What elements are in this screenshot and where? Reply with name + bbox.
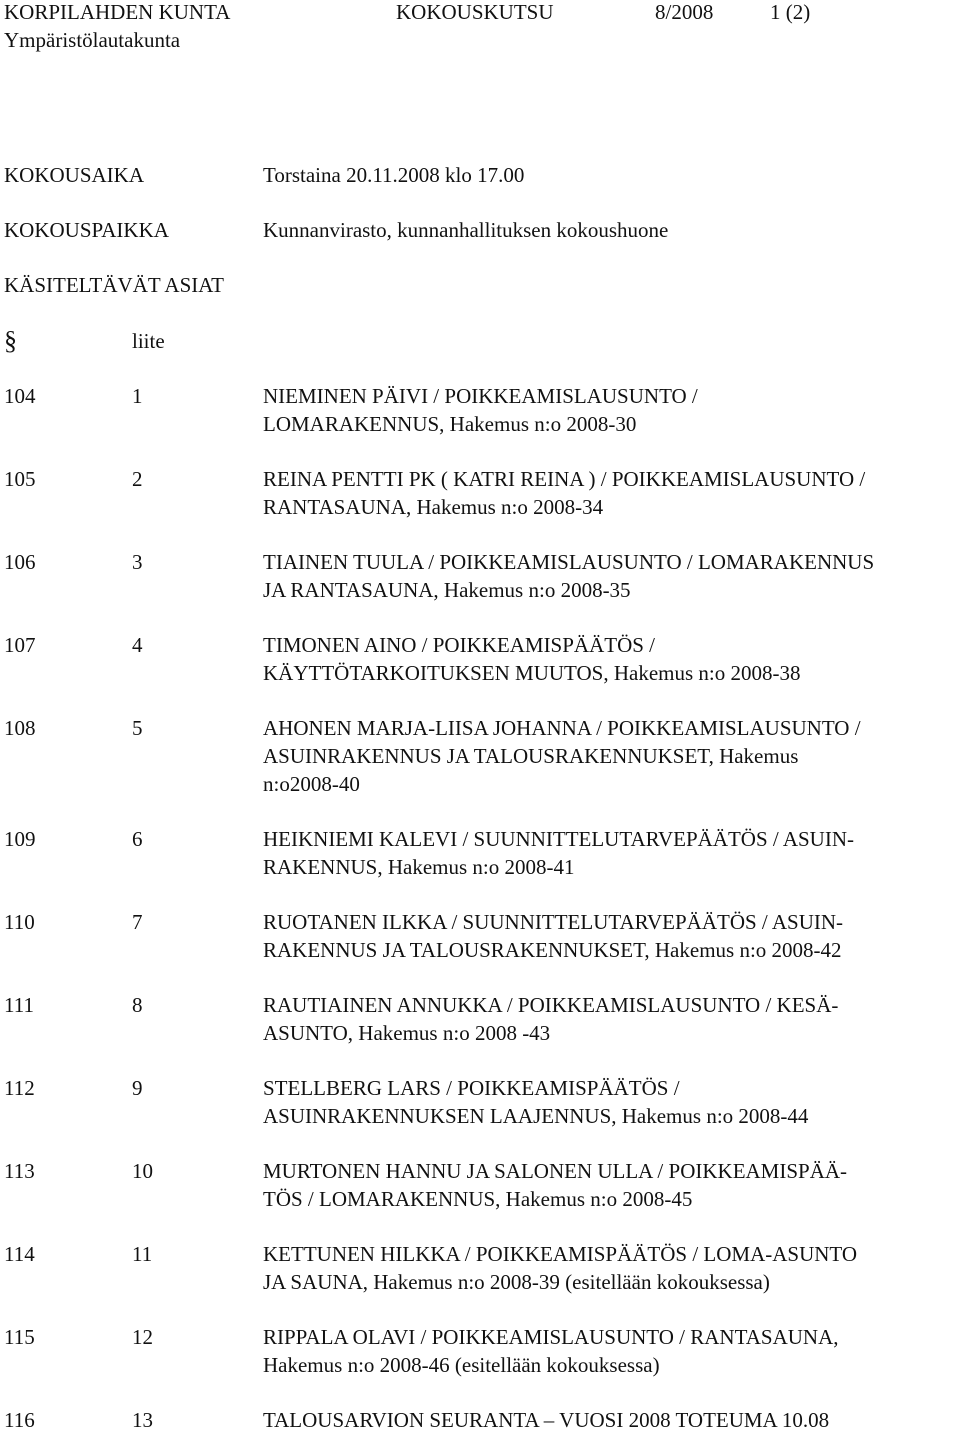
agenda-item-title-line: Hakemus n:o 2008-46 (esitellään kokouksessa) (263, 1353, 660, 1377)
attachment-column-label: liite (132, 329, 165, 353)
section-symbol: § (4, 326, 17, 355)
agenda-item-title (263, 825, 960, 881)
agenda-item-attachment-number: 7 (132, 910, 143, 934)
agenda-item-section-number: 116 (4, 1408, 35, 1432)
meeting-number: 8/2008 (655, 0, 714, 24)
agenda-item-section-number: 106 (4, 550, 36, 574)
agenda-item-title (263, 465, 960, 521)
agenda-item-title-line: ASUNTO, Hakemus n:o 2008 -43 (263, 1021, 551, 1045)
agenda-item-section-number: 111 (4, 993, 34, 1017)
agenda-item-section-number: 114 (4, 1242, 35, 1266)
meeting-time-value: Torstaina 20.11.2008 klo 17.00 (263, 163, 525, 187)
agenda-item-title-line: TIAINEN TUULA / POIKKEAMISLAUSUNTO / LOMARAKENNUS (263, 550, 875, 574)
agenda-item-title-line: TIMONEN AINO / POIKKEAMISPÄÄTÖS / (263, 633, 656, 657)
agenda-item-title (263, 714, 960, 798)
agenda-item-attachment-number: 11 (132, 1242, 153, 1266)
agenda-item-section-number: 110 (4, 910, 35, 934)
agenda-item-title-line: HEIKNIEMI KALEVI / SUUNNITTELUTARVEPÄÄTÖS / ASUIN- (263, 827, 854, 851)
agenda-item-title-line: ASUINRAKENNUS JA TALOUSRAKENNUKSET, Hakemus (263, 744, 799, 768)
meeting-place-label: KOKOUSPAIKKA (4, 218, 169, 242)
agenda-item-title-line: n:o2008-40 (263, 772, 360, 796)
page-number: 1 (2) (770, 0, 811, 24)
agenda-item-title-line: RIPPALA OLAVI / POIKKEAMISLAUSUNTO / RANTASAUNA, (263, 1325, 839, 1349)
agenda-item-title (263, 1157, 960, 1213)
agenda-item-title-line: KÄYTTÖTARKOITUKSEN MUUTOS, Hakemus n:o 2008-38 (263, 661, 801, 685)
agenda-item-title-line: TALOUSARVION SEURANTA – VUOSI 2008 TOTEUMA 10.08 (263, 1408, 830, 1432)
agenda-item-section-number: 105 (4, 467, 36, 491)
agenda-item-section-number: 112 (4, 1076, 35, 1100)
document-type: KOKOUSKUTSU (396, 0, 554, 24)
agenda-item-title (263, 1406, 960, 1434)
agenda-item-title (263, 1074, 960, 1130)
agenda-item-title (263, 548, 960, 604)
agenda-item-section-number: 107 (4, 633, 36, 657)
agenda-item-title-line: RAKENNUS JA TALOUSRAKENNUKSET, Hakemus n:o 2008-42 (263, 938, 842, 962)
agenda-item-section-number: 113 (4, 1159, 35, 1183)
agenda-item-title-line: RAKENNUS, Hakemus n:o 2008-41 (263, 855, 575, 879)
agenda-item-title-line: MURTONEN HANNU JA SALONEN ULLA / POIKKEAMISPÄÄ- (263, 1159, 848, 1183)
agenda-item-section-number: 115 (4, 1325, 35, 1349)
agenda-item-section-number: 108 (4, 716, 36, 740)
agenda-item-attachment-number: 13 (132, 1408, 153, 1432)
agenda-item-title (263, 908, 960, 964)
agenda-item-section-number: 104 (4, 384, 36, 408)
agenda-item-title (263, 991, 960, 1047)
agenda-item-title-line: STELLBERG LARS / POIKKEAMISPÄÄTÖS / (263, 1076, 680, 1100)
agenda-item-section-number: 109 (4, 827, 36, 851)
agenda-item-title-line: KETTUNEN HILKKA / POIKKEAMISPÄÄTÖS / LOMA-ASUNTO (263, 1242, 858, 1266)
agenda-item-title-line: RAUTIAINEN ANNUKKA / POIKKEAMISLAUSUNTO / KESÄ- (263, 993, 839, 1017)
agenda-item-attachment-number: 2 (132, 467, 143, 491)
board-name: Ympäristölautakunta (4, 28, 181, 52)
agenda-item-title-line: JA SAUNA, Hakemus n:o 2008-39 (esitellään kokouksessa) (263, 1270, 770, 1294)
agenda-item-attachment-number: 5 (132, 716, 143, 740)
agenda-item-title-line: ASUINRAKENNUKSEN LAAJENNUS, Hakemus n:o 2008-44 (263, 1104, 809, 1128)
agenda-item-title-line: REINA PENTTI PK ( KATRI REINA ) / POIKKEAMISLAUSUNTO / (263, 467, 866, 491)
agenda-item-title (263, 382, 960, 438)
agenda-item-title-line: NIEMINEN PÄIVI / POIKKEAMISLAUSUNTO / (263, 384, 698, 408)
agenda-item-attachment-number: 12 (132, 1325, 153, 1349)
agenda-item-attachment-number: 1 (132, 384, 143, 408)
agenda-item-title (263, 1323, 960, 1379)
agenda-item-attachment-number: 8 (132, 993, 143, 1017)
agenda-item-title-line: LOMARAKENNUS, Hakemus n:o 2008-30 (263, 412, 637, 436)
agenda-item-title (263, 1240, 960, 1296)
agenda-item-title (263, 631, 960, 687)
agenda-item-title-line: RUOTANEN ILKKA / SUUNNITTELUTARVEPÄÄTÖS / ASUIN- (263, 910, 844, 934)
municipality-name: KORPILAHDEN KUNTA (4, 0, 231, 24)
agenda-item-attachment-number: 10 (132, 1159, 153, 1183)
meeting-place-value: Kunnanvirasto, kunnanhallituksen kokoushuone (263, 218, 669, 242)
agenda-item-attachment-number: 4 (132, 633, 143, 657)
meeting-time-label: KOKOUSAIKA (4, 163, 144, 187)
agenda-heading: KÄSITELTÄVÄT ASIAT (4, 273, 224, 297)
agenda-item-attachment-number: 9 (132, 1076, 143, 1100)
agenda-item-title-line: AHONEN MARJA-LIISA JOHANNA / POIKKEAMISLAUSUNTO / (263, 716, 861, 740)
agenda-item-title-line: JA RANTASAUNA, Hakemus n:o 2008-35 (263, 578, 631, 602)
agenda-item-attachment-number: 3 (132, 550, 143, 574)
agenda-item-title-line: TÖS / LOMARAKENNUS, Hakemus n:o 2008-45 (263, 1187, 693, 1211)
agenda-item-attachment-number: 6 (132, 827, 143, 851)
agenda-item-title-line: RANTASAUNA, Hakemus n:o 2008-34 (263, 495, 604, 519)
